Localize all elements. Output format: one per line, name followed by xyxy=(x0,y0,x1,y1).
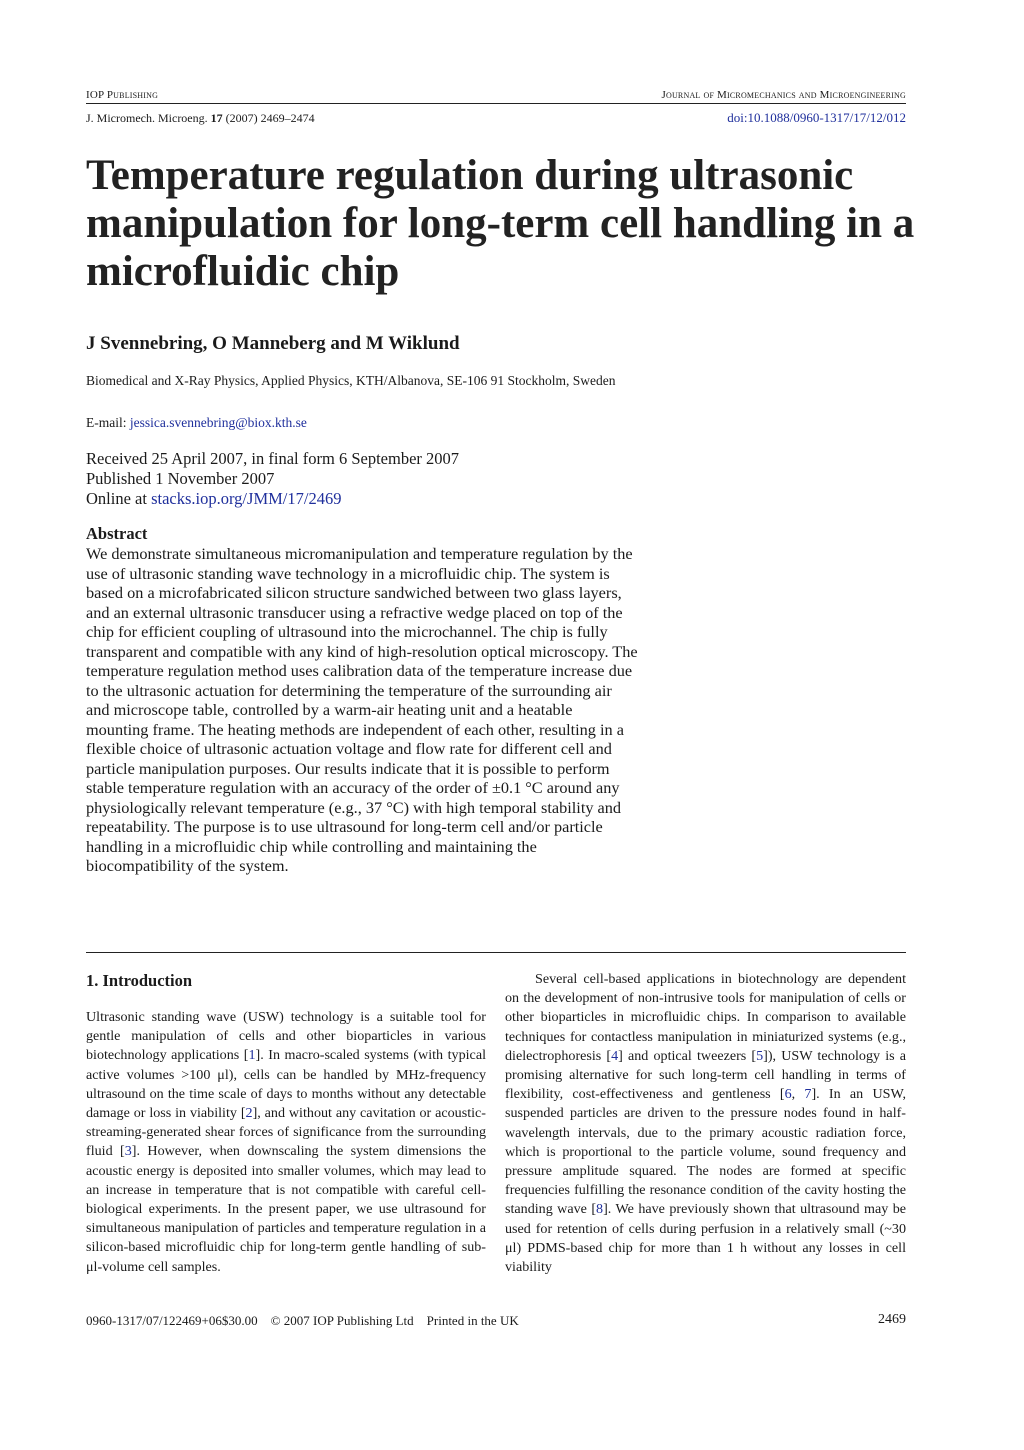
reference-link[interactable]: 1 xyxy=(248,1047,256,1064)
publisher-name: IOP Publishing xyxy=(86,89,159,101)
text-segment: Several cell-based applications in biotechnology are dependent on the development of non-intrusive tools for manipulation of cells or other bioparticles in microfluidic chips. In comparison to available techniques for contactless manipulation in miniaturized systems (e.g., dielectrophoresis [ xyxy=(505,971,906,1064)
abstract-heading: Abstract xyxy=(86,524,148,543)
email-label: E-mail: xyxy=(86,415,130,430)
section-rule xyxy=(86,952,906,953)
text-segment: ]. We have previously shown that ultrasound may be used for retention of cells during perfusion in a relatively small (~30 μl) PDMS-based chip for more than 1 h without any losses in cell viability xyxy=(505,1201,906,1276)
reference-link[interactable]: 4 xyxy=(611,1047,619,1064)
text-segment: , xyxy=(791,1086,805,1103)
text-segment: ]), USW technology is a promising alternative for such long-term cell handling in terms of flexibility, cost-effectiveness and gentleness [ xyxy=(505,1047,906,1103)
email-link[interactable]: jessica.svennebring@biox.kth.se xyxy=(129,415,307,430)
citation xyxy=(86,111,315,126)
authors: J Svennebring, O Manneberg and M Wiklund xyxy=(86,333,460,354)
reference-link[interactable]: 5 xyxy=(756,1047,764,1064)
page-number: 2469 xyxy=(878,1312,906,1327)
affiliation: Biomedical and X-Ray Physics, Applied Physics, KTH/Albanova, SE-106 91 Stockholm, Sweden xyxy=(86,373,616,388)
online-line xyxy=(86,489,459,509)
header-rule xyxy=(86,103,906,104)
journal-name: Journal of Micromechanics and Microengineering xyxy=(661,89,906,101)
paper-title: Temperature regulation during ultrasonic manipulation for long-term cell handling in a microfluidic chip xyxy=(86,152,915,295)
reference-link[interactable]: 8 xyxy=(596,1201,604,1218)
dates-block xyxy=(86,449,459,509)
intro-heading: 1. Introduction xyxy=(86,971,193,990)
online-url-link[interactable]: stacks.iop.org/JMM/17/2469 xyxy=(151,489,342,508)
text-segment: Ultrasonic standing wave (USW) technology is a suitable tool for gentle manipulation of cells and other bioparticles in various biotechnology applications [ xyxy=(86,1009,486,1064)
reference-link[interactable]: 7 xyxy=(804,1086,812,1103)
citation-pages: (2007) 2469–2474 xyxy=(222,111,315,125)
text-segment: ], and without any cavitation or acoustic-streaming-generated shear forces of significance from the surrounding fluid [ xyxy=(86,1105,486,1160)
intro-left-column xyxy=(86,1008,486,1277)
citation-prefix: J. Micromech. Microeng. xyxy=(86,111,211,125)
intro-right-column xyxy=(505,970,906,1277)
published-date: Published 1 November 2007 xyxy=(86,469,275,488)
doi-link[interactable]: doi:10.1088/0960-1317/17/12/012 xyxy=(727,110,906,125)
email-line xyxy=(86,415,307,431)
citation-volume: 17 xyxy=(210,111,223,125)
footer-copyright: 0960-1317/07/122469+06$30.00 © 2007 IOP Publishing Ltd Printed in the UK xyxy=(86,1313,519,1328)
received-date: Received 25 April 2007, in final form 6 September 2007 xyxy=(86,449,460,468)
paragraph xyxy=(505,970,906,1277)
reference-link[interactable]: 3 xyxy=(124,1143,132,1160)
abstract-text: We demonstrate simultaneous micromanipulation and temperature regulation by the use of ultrasonic standing wave technology in a microfluidic chip. The system is based on a microfabricated silicon structure sandwiched between two glass layers, and an external ultrasonic transducer using a refractive wedge placed on top of the chip for efficient coupling of ultrasound into the microchannel. The chip is fully transparent and compatible with any kind of high-resolution optical microscopy. The temperature regulation method uses calibration data of the temperature increase due to the ultrasonic actuation for determining the temperature of the surrounding air and microscope table, controlled by a warm-air heating unit and a heatable mounting frame. The heating methods are independent of each other, resulting in a flexible choice of ultrasonic actuation voltage and flow rate for different cell and particle manipulation purposes. Our results indicate that it is possible to perform stable temperature regulation with an accuracy of the order of ±0.1 °C around any physiologically relevant temperature (e.g., 37 °C) with high temporal stability and repeatability. The purpose is to use ultrasound for long-term cell and/or particle handling in a microfluidic chip while controlling and maintaining the biocompatibility of the system. xyxy=(86,544,638,875)
text-segment: ] and optical tweezers [ xyxy=(618,1047,757,1064)
online-label: Online at xyxy=(86,489,152,508)
text-segment: ]. In macro-scaled systems (with typical active volumes >100 μl), cells can be handled by MHz-frequency ultrasound on the time scale of days to months without any detectable damage or loss in viability [ xyxy=(86,1047,486,1122)
reference-link[interactable]: 2 xyxy=(245,1105,253,1122)
text-segment: ]. In an USW, suspended particles are driven to the pressure nodes found in half-wavelength intervals, due to the primary acoustic radiation force, which is proportional to the particle volume, sound frequency and pressure amplitude squared. The nodes are formed at specific frequencies fulfilling the resonance condition of the cavity hosting the standing wave [ xyxy=(505,1086,906,1218)
paragraph xyxy=(86,1008,486,1277)
reference-link[interactable]: 6 xyxy=(784,1086,792,1103)
text-segment: ]. However, when downscaling the system dimensions the acoustic energy is deposited into smaller volumes, which may lead to an increase in temperature that is not compatible with careful cell-biological experiments. In the present paper, we use ultrasound for simultaneous manipulation of particles and temperature regulation in a silicon-based microfluidic chip for long-term gentle handling of sub-μl-volume cell samples. xyxy=(86,1143,486,1275)
